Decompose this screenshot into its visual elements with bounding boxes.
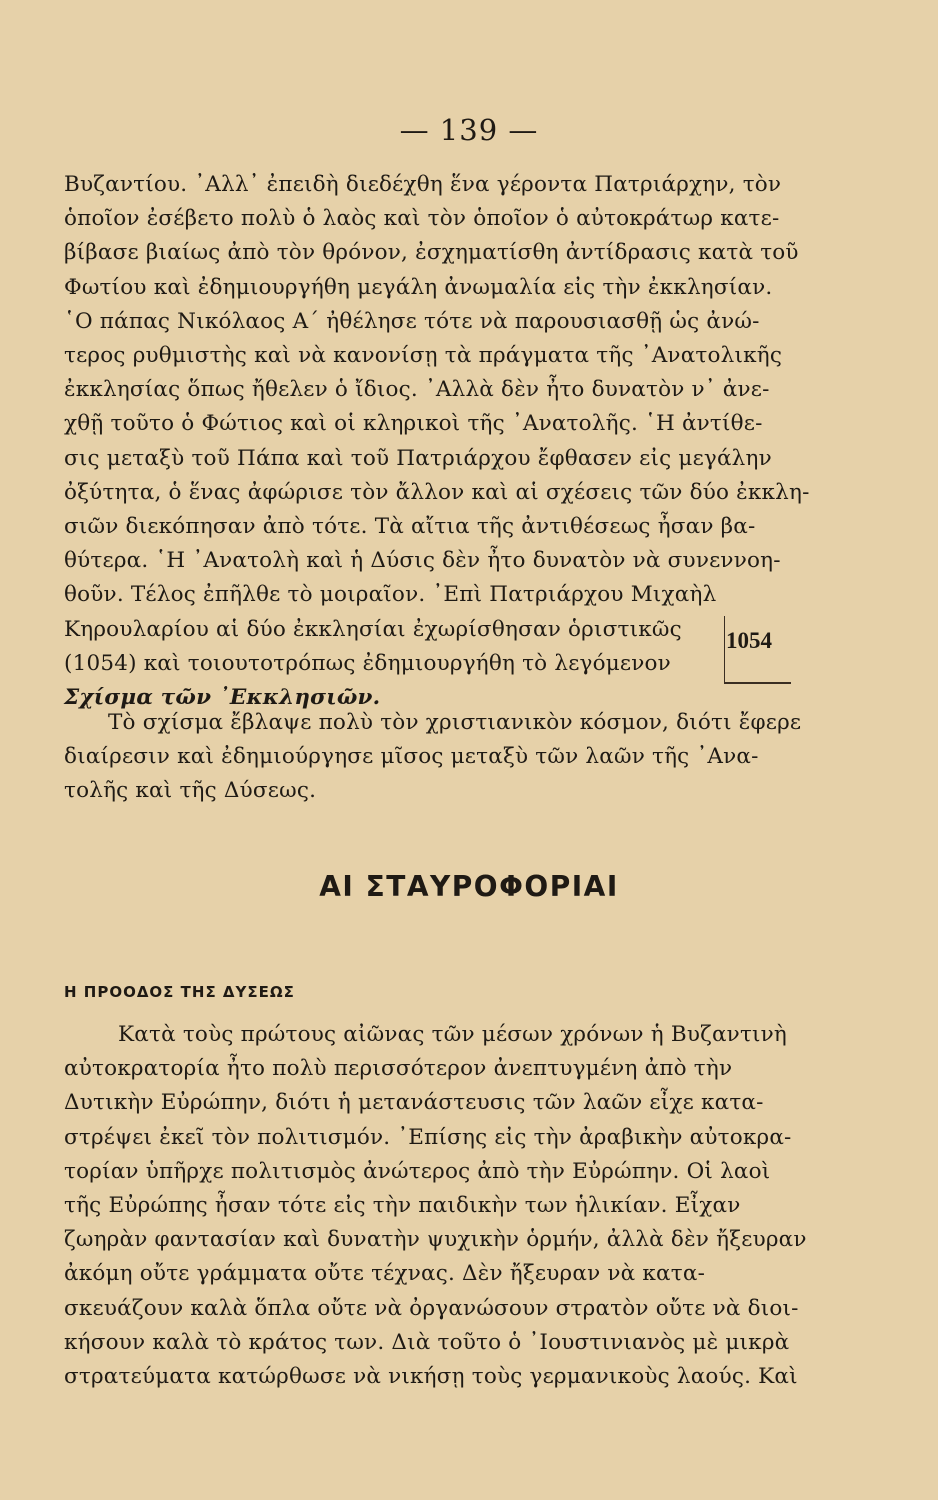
text-line: ὁποῖον ἐσέβετο πολὺ ὁ λαὸς καὶ τὸν ὁποῖον ὁ αὐτοκράτωρ κατε- — [64, 206, 780, 232]
text-line: Βυζαντίου. ᾿Αλλ᾿ ἐπειδὴ διεδέχθη ἕνα γέροντα Πατριάρχην, τὸν — [64, 172, 782, 197]
text-line: Δυτικὴν Εὐρώπην, διότι ἡ μετανάστευσις τῶν λαῶν εἶχε κατα- — [64, 1090, 764, 1116]
margin-date-note — [720, 616, 798, 686]
subsection-heading: Η ΠΡΟΟΔΟΣ ΤΗΣ ΔΥΣΕΩΣ — [64, 983, 295, 1001]
text-line: σκευάζουν καλὰ ὅπλα οὔτε νὰ ὀργανώσουν στρατὸν οὔτε νὰ διοι- — [64, 1295, 799, 1321]
text-line: διαίρεσιν καὶ ἐδημιούργησε μῖσος μεταξὺ τῶν λαῶν τῆς ᾿Ανα- — [64, 744, 759, 770]
text-line: σις μεταξὺ τοῦ Πάπα καὶ τοῦ Πατριάρχου ἔφθασεν εἰς μεγάλην — [64, 445, 772, 471]
text-line: κήσουν καλὰ τὸ κράτος των. Διὰ τοῦτο ὁ ᾿Ιουστινιανὸς μὲ μικρὰ — [64, 1329, 790, 1355]
page-number: — 139 — — [399, 113, 539, 147]
text-line: ζωηρὰν φαντασίαν καὶ δυνατὴν ψυχικὴν ὁρμήν, ἀλλὰ δὲν ἤξευραν — [64, 1227, 807, 1253]
text-line: σιῶν διεκόπησαν ἀπὸ τότε. Τὰ αἴτια τῆς ἀντιθέσεως ἦσαν βα- — [64, 514, 756, 540]
section-heading: ΑΙ ΣΤΑΥΡΟΦΟΡΙΑΙ — [319, 870, 619, 903]
paragraph-progress-of-west — [64, 1018, 824, 1394]
text-line: τολῆς καὶ τῆς Δύσεως. — [64, 778, 317, 804]
paragraph-byzantium-schism — [64, 168, 824, 715]
text-line: βίβασε βιαίως ἀπὸ τὸν θρόνον, ἐσχηματίσθη ἀντίδρασις κατὰ τοῦ — [64, 240, 799, 266]
text-line: θύτερα. ῾Η ᾿Ανατολὴ καὶ ἡ Δύσις δὲν ἦτο δυνατὸν νὰ συνεννοη- — [64, 548, 781, 574]
text-line: (1054) καὶ τοιουτοτρόπως ἐδημιουργήθη τὸ λεγόμενον — [64, 650, 671, 676]
text-line: χθῇ τοῦτο ὁ Φώτιος καὶ οἱ κληρικοὶ τῆς ᾿Ανατολῆς. ῾Η ἀντίθε- — [64, 411, 763, 437]
text-line: τορίαν ὑπῆρχε πολιτισμὸς ἀνώτερος ἀπὸ τὴν Εὐρώπην. Οἱ λαοὶ — [64, 1158, 771, 1184]
text-line: Κατὰ τοὺς πρώτους αἰῶνας τῶν μέσων χρόνων ἡ Βυζαντινὴ — [118, 1022, 788, 1047]
margin-note-year: 1054 — [726, 628, 772, 653]
text-line: στρέψει ἐκεῖ τὸν πολιτισμόν. ᾿Επίσης εἰς τὴν ἀραβικὴν αὐτοκρα- — [64, 1124, 792, 1150]
paragraph-schism-effects — [64, 706, 824, 809]
text-line: ὀξύτητα, ὁ ἕνας ἀφώρισε τὸν ἄλλον καὶ αἱ σχέσεις τῶν δύο ἐκκλη- — [64, 479, 810, 505]
text-line: τερος ρυθμιστὴς καὶ νὰ κανονίσῃ τὰ πράγματα τῆς ᾿Ανατολικῆς — [64, 343, 783, 369]
text-line: στρατεύματα κατώρθωσε νὰ νικήσῃ τοὺς γερμανικοὺς λαούς. Καὶ — [64, 1364, 798, 1390]
text-line: Σχίσμα τῶν ᾿Εκκλησιῶν. — [64, 685, 381, 711]
text-line: Τὸ σχίσμα ἔβλαψε πολὺ τὸν χριστιανικὸν κόσμον, διότι ἔφερε — [108, 710, 802, 735]
text-line: ἀκόμη οὔτε γράμματα οὔτε τέχνας. Δὲν ἤξευραν νὰ κατα- — [64, 1261, 706, 1287]
text-line: Κηρουλαρίου αἱ δύο ἐκκλησίαι ἐχωρίσθησαν ὁριστικῶς — [64, 616, 682, 642]
text-line: τῆς Εὐρώπης ἦσαν τότε εἰς τὴν παιδικὴν των ἡλικίαν. Εἶχαν — [64, 1193, 741, 1219]
text-line: Φωτίου καὶ ἐδημιουργήθη μεγάλη ἀνωμαλία εἰς τὴν ἐκκλησίαν. — [64, 274, 773, 300]
text-line: αὐτοκρατορία ἦτο πολὺ περισσότερον ἀνεπτυγμένη ἀπὸ τὴν — [64, 1056, 733, 1082]
text-line: ῾Ο πάπας Νικόλαος Α΄ ἠθέλησε τότε νὰ παρουσιασθῇ ὡς ἀνώ- — [64, 308, 760, 334]
text-line: ἐκκλησίας ὅπως ἤθελεν ὁ ἴδιος. ᾿Αλλὰ δὲν ἦτο δυνατὸν ν᾿ ἀνε- — [64, 377, 770, 403]
text-line: θοῦν. Τέλος ἐπῆλθε τὸ μοιραῖον. ᾿Επὶ Πατριάρχου Μιχαὴλ — [64, 582, 717, 608]
